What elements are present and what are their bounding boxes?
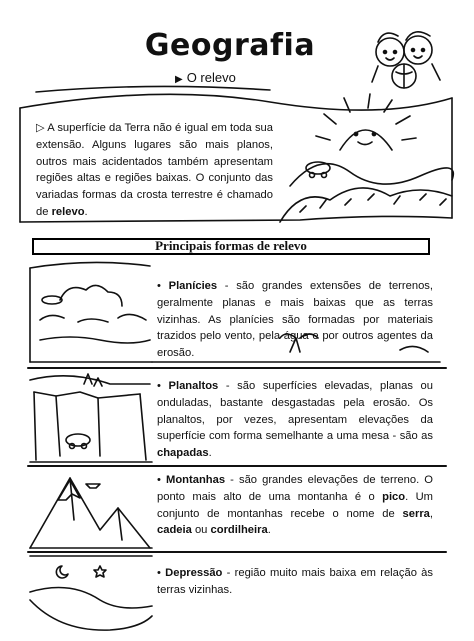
plateaus-text: - são superfícies elevadas, planas ou onduladas, bastante desgastadas pela erosão. Os planaltos, por vezes, apresentam elevações da superfície com forma semelhante a uma mesa - são as	[157, 380, 433, 443]
sun-icon	[316, 94, 416, 150]
intro-text: A superfície da Terra não é igual em toda sua extensão. Alguns lugares são mais planos, outros mais acidentados também apresentam regiões altas e regiões baixas. O conjunto das variadas formas da crosta terrestre é chamado de	[36, 122, 273, 218]
mountains-text-mid: . Um conjunto de montanhas recebe o nome de	[157, 490, 433, 520]
page-subtitle	[175, 70, 236, 85]
intro-term-relevo: relevo	[51, 205, 85, 218]
depression-term: Depressão	[165, 567, 223, 579]
plains-text: - são grandes extensões de terrenos, geralmente planas e mais baixas que as terras vizinhas. As planícies são formadas por materiais trazidos pelo vento, pela água e por outros agentes da erosão.	[157, 280, 434, 360]
kids-mascot-icon	[372, 32, 440, 88]
plateau-illustration	[30, 374, 152, 462]
mountains-term-serra: serra	[402, 507, 430, 520]
bullet-icon: •	[157, 380, 169, 392]
plains-section	[157, 278, 433, 362]
plateaus-term: Planaltos	[168, 380, 219, 392]
depression-illustration	[30, 556, 152, 630]
mountains-sep-ou: ou	[191, 524, 211, 537]
mountains-sep: ,	[429, 507, 433, 520]
plateaus-end: .	[208, 447, 212, 460]
bullet-icon: •	[157, 474, 167, 486]
mountains-end: .	[267, 524, 271, 537]
mountains-term-cordilheira: cordilheira	[210, 524, 268, 537]
mountains-term-cadeia: cadeia	[157, 524, 192, 537]
depression-text: - região muito mais baixa em relação às terras vizinhas.	[157, 567, 433, 596]
plains-term: Planícies	[168, 280, 218, 292]
intro-paragraph	[36, 120, 273, 221]
mountains-text: - são grandes elevações de terreno. O ponto mais alto de uma montanha é o	[157, 474, 433, 503]
triangle-bullet-icon: ▷	[36, 122, 48, 134]
subtitle-text: O relevo	[186, 70, 236, 85]
plateaus-term-chapadas: chapadas	[157, 447, 209, 460]
intro-end: .	[84, 205, 88, 218]
bullet-icon: •	[157, 280, 169, 292]
depression-section	[157, 565, 433, 599]
bullet-icon: •	[157, 567, 166, 579]
mountains-section	[157, 472, 433, 539]
section-banner: Principais formas de relevo	[155, 238, 307, 253]
triangle-bullet-icon: ▶	[175, 74, 183, 85]
mountains-illustration	[30, 478, 152, 548]
mountains-term-pico: pico	[382, 490, 406, 503]
mountains-term: Montanhas	[166, 474, 226, 486]
page-title: Geografia	[144, 28, 316, 63]
plateaus-section	[157, 378, 433, 462]
